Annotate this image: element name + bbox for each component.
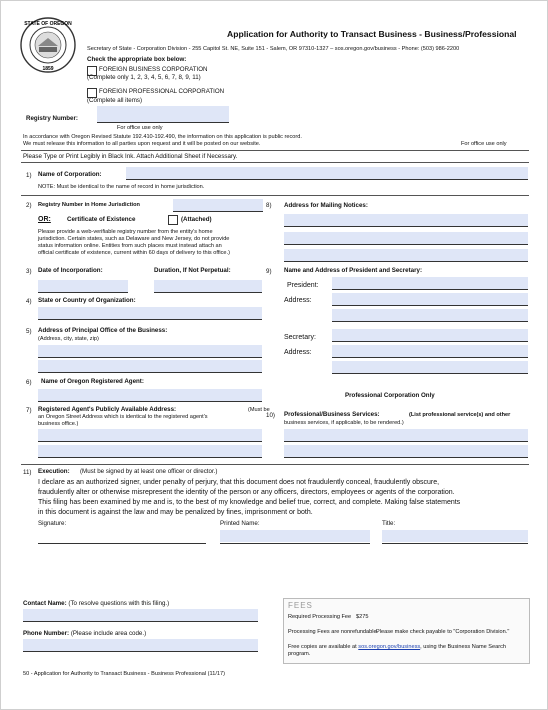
underline [23,621,258,622]
signature-label: Signature: [38,520,67,527]
agent-address-note-0: (Must be [248,407,270,413]
execution-label: Execution: [38,468,70,475]
underline [332,373,528,374]
declaration-line-4: in this document is against the law and may be penalized by fines, imprisonment or both. [38,509,313,516]
title-label: Title: [382,520,396,527]
secretary-address-label: Address: [284,349,312,356]
title-field[interactable] [382,530,528,542]
state-country-field[interactable] [38,307,262,319]
agent-address-label: Registered Agent's Publicly Available Address: [38,406,177,413]
svg-text:1859: 1859 [42,66,54,72]
underline [332,321,528,322]
underline [38,319,262,320]
underline [38,457,262,458]
item-number: 1) [26,172,32,179]
professional-only-heading: Professional Corporation Only [345,392,435,399]
print-instructions: Please Type or Print Legibly in Black Ink. Attach Additional Sheet if Necessary. [23,153,238,160]
services-field-1[interactable] [284,429,528,441]
principal-office-field-2[interactable] [38,360,262,372]
underline [284,441,528,442]
underline [332,357,528,358]
option-business-label: FOREIGN BUSINESS CORPORATION [99,66,208,73]
president-label: President: [287,282,319,289]
business-search-link[interactable]: sos.oregon.gov/business [358,644,421,650]
item-number: 2) [26,202,32,209]
item-number: 10) [266,412,275,419]
free-copies-text: , using the Business Name Search program. [288,644,506,657]
underline [284,244,528,245]
underline [382,543,528,544]
free-copies-note [288,644,529,658]
underline [38,292,128,293]
corporation-name-field[interactable] [126,167,528,179]
disclosure-line-1: In accordance with Oregon Revised Statute 192.410-192.490, the information on this application is public record. [23,134,302,140]
item-number: 4) [26,298,32,305]
services-note: (List professional service(s) and other [409,412,511,418]
agent-address-field-2[interactable] [38,445,262,457]
secretary-address-field-1[interactable] [332,345,528,357]
officers-label: Name and Address of President and Secretary: [284,267,423,274]
underline [284,226,528,227]
or-label: OR: [38,216,51,223]
secretary-address-field-2[interactable] [332,361,528,373]
printed-name-label: Printed Name: [220,520,260,527]
payable-note: Please make check payable to "Corporation Division." [376,629,510,635]
declaration-line-2: fraudulently alter or otherwise misrepresent the identity of the person or any officers, directors, employees or agents of the corporation. [38,489,455,496]
home-registry-label: Registry Number in Home Jurisdiction [38,202,140,208]
principal-office-field-1[interactable] [38,345,262,357]
option-business-note: (Complete only 1, 2, 3, 4, 5, 6, 7, 8, 9, 11) [87,74,201,81]
agent-address-note-1: an Oregon Street Address which is identical to the registered agent's [38,414,208,420]
attached-label: (Attached) [181,216,212,223]
agent-address-note-2: business office.) [38,421,79,427]
underline [23,651,258,652]
item-number: 9) [266,268,272,275]
form-footer: 50 - Application for Authority to Transact Business - Business Professional (11/17) [23,671,225,677]
date-incorporation-field[interactable] [38,280,128,292]
declaration-line-3: This filing has been examined by me and is, to the best of my knowledge and belief true, correct, and complete. Making false statements [38,499,461,506]
phone-number-label: Phone Number: [23,630,70,637]
check-box-instruction: Check the appropriate box below: [87,56,187,63]
execution-note: (Must be signed by at least one officer or director.) [80,468,218,475]
registry-note-line: Please provide a web-verifiable registry number from the entity's home [38,229,213,235]
principal-office-note: (Address, city, state, zip) [38,336,99,342]
divider [21,162,529,163]
registered-agent-field[interactable] [38,389,262,401]
registry-number-field[interactable] [97,106,229,122]
office-use-note: For office use only [117,125,163,131]
underline [284,261,528,262]
mailing-address-field-2[interactable] [284,232,528,244]
form-title: Application for Authority to Transact Business - Business/Professional [227,29,517,39]
duration-label: Duration, If Not Perpetual: [154,267,231,274]
required-fee-amount: $275 [356,614,369,620]
certificate-label: Certificate of Existence [67,216,136,223]
president-address-field-1[interactable] [332,293,528,305]
registered-agent-label: Name of Oregon Registered Agent: [41,378,144,385]
item-number: 6) [26,379,32,386]
printed-name-field[interactable] [220,530,370,542]
underline [126,179,528,180]
underline [284,457,528,458]
underline [38,357,262,358]
agent-address-field-1[interactable] [38,429,262,441]
option-professional-label: FOREIGN PROFESSIONAL CORPORATION [99,88,225,95]
principal-office-label: Address of Principal Office of the Business: [38,327,168,334]
nonrefundable-note: Processing Fees are nonrefundable. [288,629,379,635]
registry-note-line: official certificate of existence, current within 60 days of delivery to this office.) [38,250,230,256]
underline [173,211,263,212]
mailing-address-label: Address for Mailing Notices: [284,202,368,209]
mailing-address-field-1[interactable] [284,214,528,226]
contact-name-row [23,600,169,608]
fees-heading: FEES [288,601,313,610]
mailing-address-field-3[interactable] [284,249,528,261]
services-field-2[interactable] [284,445,528,457]
declaration-line-1: I declare as an authorized signer, under penalty of perjury, that this document does not fraudulently conceal, fraudulently obscure, [38,479,440,486]
phone-number-row [23,630,146,638]
underline [332,341,528,342]
president-address-label: Address: [284,297,312,304]
corporation-name-label: Name of Corporation: [38,171,102,178]
item-number: 11) [23,469,32,476]
services-note-2: business services, if applicable, to be rendered.) [284,420,404,426]
divider [21,195,529,196]
registry-underline [97,122,229,123]
contact-name-field[interactable] [23,609,258,621]
option-professional-note: (Complete all items) [87,97,143,104]
disclosure-line-2: We must release this information to all parties upon request and it will be posted on our website. [23,141,261,147]
date-incorporation-label: Date of Incorporation: [38,267,103,274]
secretary-label: Secretary: [284,334,316,341]
corporation-name-note: NOTE: Must be identical to the name of record in home jurisdiction. [38,184,205,190]
underline [38,441,262,442]
required-fee-label: Required Processing Fee [288,614,352,620]
underline [38,401,262,402]
underline [332,305,528,306]
item-number: 7) [26,407,32,414]
registry-note-line: jurisdiction. Certain states, such as Delaware and New Jersey, do not provide [38,236,230,242]
oregon-state-seal [19,16,77,74]
certificate-attached-checkbox[interactable] [168,215,178,225]
services-label: Professional/Business Services: [284,411,380,418]
registry-number-label: Registry Number: [26,115,78,122]
phone-number-note: (Please include area code.) [70,630,147,637]
underline [38,372,262,373]
secretary-name-field[interactable] [332,329,528,341]
signature-line[interactable] [38,543,206,544]
president-name-field[interactable] [332,277,528,289]
divider [21,150,529,151]
underline [154,292,262,293]
svg-text:STATE OF OREGON: STATE OF OREGON [24,21,72,27]
home-registry-field[interactable] [173,199,263,211]
duration-field[interactable] [154,280,262,292]
underline [220,543,370,544]
state-country-label: State or Country of Organization: [38,297,136,304]
item-number: 5) [26,328,32,335]
president-address-field-2[interactable] [332,309,528,321]
item-number: 3) [26,268,32,275]
contact-name-note: (To resolve questions with this filing.) [68,600,170,607]
contact-name-label: Contact Name: [23,600,67,607]
registry-note-line: status information online. Entities from such places must instead attach an [38,243,222,249]
underline [332,289,528,290]
phone-number-field[interactable] [23,639,258,651]
item-number: 8) [266,202,272,209]
office-use-note-2: For office use only [461,141,507,147]
fees-box [283,598,530,664]
free-copies-text: Free copies are available at [288,644,357,650]
divider [21,464,529,465]
agency-info: Secretary of State - Corporation Division - 255 Capitol St. NE, Suite 151 - Salem, OR 97310-1327 – sos.oregon.gov/business - Phone: (503) 986-2200 [87,46,460,52]
